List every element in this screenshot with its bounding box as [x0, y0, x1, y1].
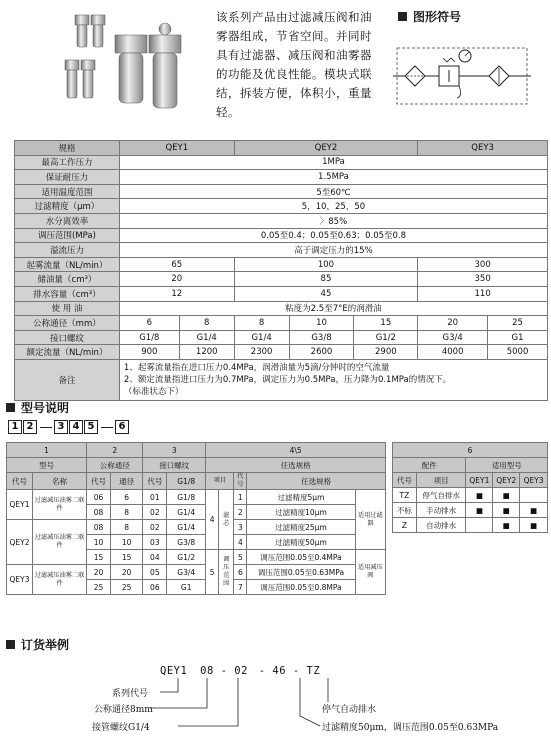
- subheader-code: 代号: [7, 473, 33, 490]
- symbol-title: 图形符号: [413, 10, 462, 24]
- spec-row-value: 5至60℃: [119, 184, 547, 199]
- spec-row-label: 排水容量（cm³）: [15, 286, 120, 301]
- model-name: 过滤减压油雾二联件: [32, 565, 86, 595]
- spec-row-label: 最高工作压力: [15, 155, 120, 170]
- port-size: 20: [110, 565, 142, 580]
- spec-row: [15, 213, 548, 228]
- spec-note-row: [15, 359, 548, 400]
- table-row: [393, 488, 548, 503]
- spec-cell: G3/8: [289, 330, 354, 345]
- order-code: QEY1 08 - 02 - 46 - TZ: [160, 665, 321, 677]
- spec-cell: 20: [418, 316, 488, 331]
- model-subheader-row: [7, 473, 386, 490]
- spec-cell: 8: [179, 316, 234, 331]
- spec-cell: 8: [234, 316, 289, 331]
- spec-cell: G1/4: [179, 330, 234, 345]
- spec-cell: 10: [289, 316, 354, 331]
- model-name: 过滤减压油雾二联件: [32, 520, 86, 565]
- model-code: QEY3: [7, 565, 33, 595]
- order-part-series: QEY1: [160, 665, 188, 677]
- code-box-5: 5: [84, 420, 98, 434]
- square-bullet-icon: [6, 403, 15, 412]
- port-code: 08: [87, 505, 111, 520]
- header-option: 任选规格: [206, 458, 386, 473]
- square-bullet-icon: [6, 640, 15, 649]
- spec-row-label: 水分离效率: [15, 213, 120, 228]
- accessory-subheader-row: [393, 473, 548, 488]
- spec-row-label: 使 用 油: [15, 301, 120, 316]
- acc-item: 停气自排水: [416, 488, 466, 503]
- note-line: （标准状态下）: [123, 386, 184, 397]
- thread-value: G1: [167, 580, 206, 595]
- square-bullet-icon: [398, 12, 407, 21]
- port-size: 25: [110, 580, 142, 595]
- code-dash: [101, 427, 113, 428]
- model-group-row: [7, 443, 386, 458]
- code-box-2: 2: [23, 420, 37, 434]
- opt5-num: 5: [206, 550, 219, 595]
- acc-mark: ■: [493, 518, 520, 533]
- opt-code: 2: [234, 505, 247, 520]
- acc-mark: ■: [493, 488, 520, 503]
- opt-spec: 过滤精度50μm: [247, 535, 355, 550]
- spec-cell: 110: [418, 286, 548, 301]
- acc-code: Z: [393, 518, 417, 533]
- order-section-title: [6, 636, 69, 653]
- code-box-4: 4: [69, 420, 83, 434]
- spec-header-qey1: QEY1: [119, 141, 234, 156]
- thread-code: 05: [143, 565, 167, 580]
- subheader-code4: 代号: [234, 473, 247, 490]
- spec-cell: 350: [418, 272, 548, 287]
- subheader-name: 名称: [32, 473, 86, 490]
- acc-mark: ■: [520, 518, 548, 533]
- thread-code: 02: [143, 520, 167, 535]
- product-illustration: [55, 5, 195, 120]
- subheader-code3: 代号: [143, 473, 167, 490]
- spec-row-value: 1MPa: [119, 155, 547, 170]
- port-code: 10: [87, 535, 111, 550]
- group-num: 1: [7, 443, 87, 458]
- spec-cell: 25: [488, 316, 548, 331]
- opt-code: 6: [234, 565, 247, 580]
- order-part-port: 08: [200, 665, 214, 677]
- subheader-code: 代号: [393, 473, 417, 488]
- port-size: 10: [110, 535, 142, 550]
- spec-row-label: 公称通径（mm）: [15, 316, 120, 331]
- spec-cell: 15: [354, 316, 418, 331]
- port-size: 15: [110, 550, 142, 565]
- thread-code: 02: [143, 505, 167, 520]
- subheader-code2: 代号: [87, 473, 111, 490]
- group-num: 3: [143, 443, 206, 458]
- spec-cell: 45: [234, 286, 418, 301]
- code-dash: [40, 427, 52, 428]
- port-size: 8: [110, 505, 142, 520]
- spec-row: [15, 272, 548, 287]
- table-row: [393, 503, 548, 518]
- accessory-group-row: [393, 443, 548, 458]
- spec-row: [15, 170, 548, 185]
- model-name: 过滤减压油雾二联件: [32, 490, 86, 520]
- intro-text: 该系列产品由过滤减压阀和油雾器组成，节省空间。并同时具有过滤器、减压阀和油雾器的功能及优良性能。模块式联结，拆装方便，体积小，重量轻。: [216, 10, 372, 119]
- spec-row: [15, 155, 548, 170]
- spec-cell: 20: [119, 272, 234, 287]
- spec-cell: 100: [234, 257, 418, 272]
- opt-spec: 调压范围0.05至0.8MPa: [247, 580, 355, 595]
- model-section-title: [6, 399, 69, 416]
- table-row: [7, 520, 386, 535]
- opt-spec: 调压范围0.05至0.63MPa: [247, 565, 355, 580]
- spec-cell: 6: [119, 316, 179, 331]
- spec-header-qey2: QEY2: [234, 141, 418, 156]
- accessory-header-row: [393, 458, 548, 473]
- header-port: 公称通径: [87, 458, 143, 473]
- order-title: 订货举例: [21, 638, 70, 652]
- label-thread: 接管螺纹G1/4: [92, 723, 150, 733]
- opt-spec: 过滤精度5μm: [247, 490, 355, 505]
- spec-cell: G1: [488, 330, 548, 345]
- thread-code: 04: [143, 550, 167, 565]
- acc-item: 手动排水: [416, 503, 466, 518]
- header-accessory: 配件: [393, 458, 466, 473]
- small-unit-mid: [65, 60, 95, 98]
- opt-code: 5: [234, 550, 247, 565]
- spec-row: [15, 184, 548, 199]
- order-part-thread: 02: [234, 665, 248, 677]
- spec-cell: G3/4: [418, 330, 488, 345]
- spec-row-value: 0.05至0.4；0.05至0.63；0.05至0.8: [119, 228, 547, 243]
- group-num: 6: [393, 443, 548, 458]
- acc-mark: ■: [466, 503, 493, 518]
- large-unit: [115, 23, 181, 108]
- spec-row-value: 5，10，25，50: [119, 199, 547, 214]
- spec-row: [15, 243, 548, 258]
- spec-cell: G1/8: [119, 330, 179, 345]
- acc-mark: ■: [466, 488, 493, 503]
- code-box-1: 1: [8, 420, 22, 434]
- spec-cell: 900: [119, 345, 179, 360]
- label-port: 公称通径8mm: [94, 705, 153, 715]
- spec-cell: 1200: [179, 345, 234, 360]
- subheader-thread: G1/8: [167, 473, 206, 490]
- opt5-item: 调压范围: [219, 550, 234, 595]
- acc-mark: ■: [493, 503, 520, 518]
- header-thread: 接口螺纹: [143, 458, 206, 473]
- subheader-port: 通径: [110, 473, 142, 490]
- opt4-num: 4: [206, 490, 219, 550]
- pneumatic-symbol-diagram: [393, 40, 533, 110]
- thread-code: 01: [143, 490, 167, 505]
- spec-row: [15, 228, 548, 243]
- label-filter: 过滤精度50μm，调压范围0.05至0.63MPa: [322, 723, 499, 733]
- spec-cell: 2600: [289, 345, 354, 360]
- model-code-boxes: [8, 420, 130, 434]
- header-model: 型号: [7, 458, 87, 473]
- thread-value: G3/4: [167, 565, 206, 580]
- spec-note-label: 备注: [15, 359, 120, 400]
- spec-row-label: 调压范围(MPa): [15, 228, 120, 243]
- spec-row: [15, 316, 548, 331]
- subheader-model: QEY1: [466, 473, 493, 488]
- spec-header-row: [15, 141, 548, 156]
- thread-code: 06: [143, 580, 167, 595]
- spec-header-qey3: QEY3: [418, 141, 548, 156]
- subheader-model: QEY3: [520, 473, 548, 488]
- spec-cell: 12: [119, 286, 234, 301]
- symbol-section-title: [398, 8, 461, 25]
- spec-row-value: 高于调定压力的15%: [119, 243, 547, 258]
- spec-cell: G1/2: [354, 330, 418, 345]
- accessory-table: [392, 442, 548, 533]
- port-code: 06: [87, 490, 111, 505]
- table-row: [393, 518, 548, 533]
- spec-row-label: 额定流量（NL/min）: [15, 345, 120, 360]
- order-part-option: 46: [272, 665, 287, 677]
- spec-row: [15, 301, 548, 316]
- note-line: 2、额定流量指进口压力为0.7MPa，调定压力为0.5MPa，压力降为0.1MPa的情况下。: [123, 374, 452, 385]
- opt-spec: 过滤精度10μm: [247, 505, 355, 520]
- thread-value: G3/8: [167, 535, 206, 550]
- spec-row-value: 〉85%: [119, 213, 547, 228]
- spec-cell: 65: [119, 257, 234, 272]
- spec-row: [15, 345, 548, 360]
- model-table: [6, 442, 386, 595]
- opt-code: 3: [234, 520, 247, 535]
- table-row: [7, 565, 386, 580]
- spec-row-label: 适用温度范围: [15, 184, 120, 199]
- model-title: 型号说明: [21, 401, 70, 415]
- spec-cell: 2900: [354, 345, 418, 360]
- acc-mark: [466, 518, 493, 533]
- spec-cell: 2300: [234, 345, 289, 360]
- spec-table: [14, 140, 548, 401]
- acc-mark: [520, 488, 548, 503]
- acc-item: 自动排水: [416, 518, 466, 533]
- code-box-3: 3: [54, 420, 68, 434]
- spec-row-value: 粘度为2.5至7°E的润滑油: [119, 301, 547, 316]
- opt-code: 7: [234, 580, 247, 595]
- label-drain: 停气自动排水: [322, 705, 377, 715]
- spec-row-label: 过滤精度（μm）: [15, 199, 120, 214]
- port-code: 15: [87, 550, 111, 565]
- thread-value: G1/4: [167, 520, 206, 535]
- thread-value: G1/4: [167, 505, 206, 520]
- spec-row: [15, 330, 548, 345]
- header-apply: 适用型号: [466, 458, 548, 473]
- table-row: [7, 490, 386, 505]
- group-num: 4\5: [206, 443, 386, 458]
- model-header-row: [7, 458, 386, 473]
- spec-row: [15, 199, 548, 214]
- spec-cell: G1/4: [234, 330, 289, 345]
- label-series: 系列代号: [112, 689, 149, 699]
- spec-row-value: 1.5MPa: [119, 170, 547, 185]
- subheader-model: QEY2: [493, 473, 520, 488]
- spec-cell: 4000: [418, 345, 488, 360]
- opt4-apply: 适用过滤器: [355, 490, 385, 550]
- subheader-item: 项目: [206, 473, 234, 490]
- acc-code: 不标: [393, 503, 417, 518]
- thread-value: G1/8: [167, 490, 206, 505]
- port-size: 8: [110, 520, 142, 535]
- subheader-optspec: 任选规格: [247, 473, 386, 490]
- acc-mark: ■: [520, 503, 548, 518]
- subheader-item: 项目: [416, 473, 466, 488]
- port-size: 6: [110, 490, 142, 505]
- opt-code: 1: [234, 490, 247, 505]
- spec-row-label: 起雾流量（NL/min）: [15, 257, 120, 272]
- opt-code: 4: [234, 535, 247, 550]
- group-num: 2: [87, 443, 143, 458]
- port-code: 08: [87, 520, 111, 535]
- port-code: 20: [87, 565, 111, 580]
- opt-spec: 调压范围0.05至0.4MPa: [247, 550, 355, 565]
- model-code: QEY2: [7, 520, 33, 565]
- spec-note: [119, 359, 547, 400]
- spec-row-label: 接口螺纹: [15, 330, 120, 345]
- spec-cell: 5000: [488, 345, 548, 360]
- code-box-6: 6: [115, 420, 129, 434]
- spec-row: [15, 257, 548, 272]
- spec-cell: 300: [418, 257, 548, 272]
- acc-code: TZ: [393, 488, 417, 503]
- spec-header-label: 规格: [15, 141, 120, 156]
- opt4-item: 滤芯: [219, 490, 234, 550]
- spec-cell: 85: [234, 272, 418, 287]
- spec-row-label: 溢流压力: [15, 243, 120, 258]
- opt5-apply: 适用减压阀: [355, 550, 385, 595]
- order-part-accessory: TZ: [306, 665, 321, 677]
- spec-row: [15, 286, 548, 301]
- spec-row-label: 储油量（cm³）: [15, 272, 120, 287]
- thread-value: G1/2: [167, 550, 206, 565]
- model-code: QEY1: [7, 490, 33, 520]
- spec-row-label: 保证耐压力: [15, 170, 120, 185]
- note-line: 1、起雾流量指在进口压力0.4MPa，润滑油量为5滴/分钟时的空气流量: [123, 362, 390, 373]
- opt-spec: 过滤精度25μm: [247, 520, 355, 535]
- small-unit-top: [75, 15, 105, 47]
- port-code: 25: [87, 580, 111, 595]
- thread-code: 03: [143, 535, 167, 550]
